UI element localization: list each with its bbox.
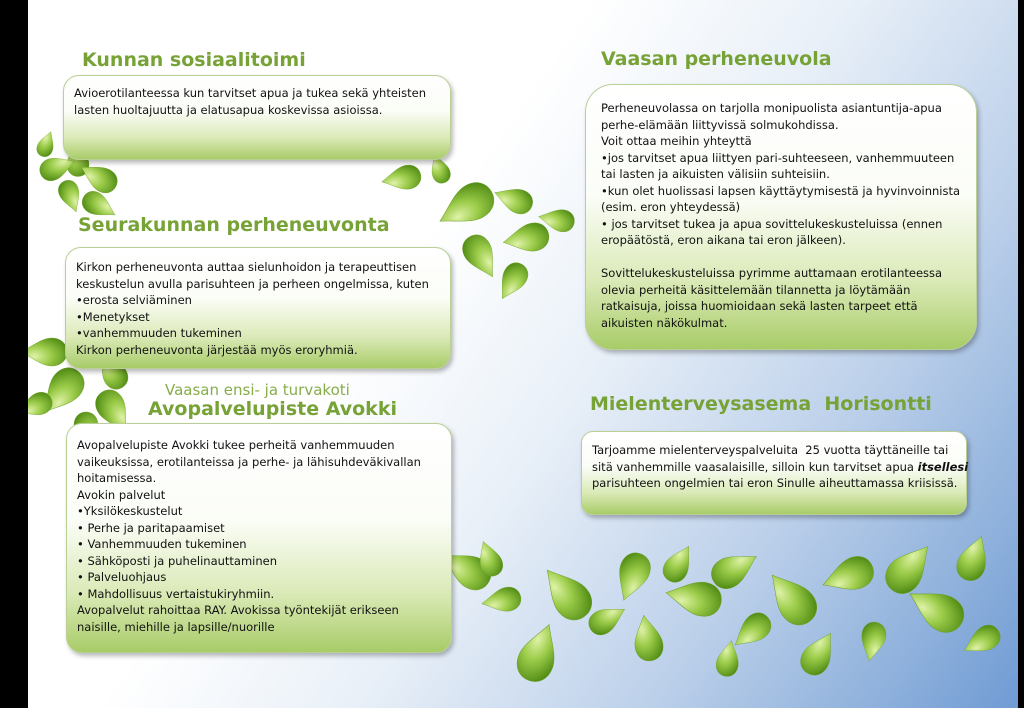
seurakunnan-title: Seurakunnan perheneuvonta (78, 214, 390, 236)
kunnan-box (63, 75, 451, 160)
leaf-icon (817, 552, 878, 600)
text-line: Avopalvelut rahoittaa RAY. Avokissa työntekijät erikseen (77, 603, 399, 617)
text-line: •jos tarvitset apua liittyen pari-suhteeseen, vanhemmuuteen (601, 150, 955, 165)
leaf-icon (457, 230, 504, 284)
horisontti-box (581, 431, 967, 515)
leaf-icon (533, 559, 599, 628)
text-line: perhe-elämään liittyvissä solmukohdissa. (601, 117, 839, 132)
text-line: Kirkon perheneuvonta järjestää myös eroryhmiä. (76, 342, 358, 357)
text-line: vaikeuksissa, erotilanteissa ja perhe- ja lähisuhdeväkivallan (77, 454, 421, 469)
leaf-icon (491, 181, 536, 217)
text-line: Voit ottaa meihin yhteyttä (601, 134, 752, 148)
text-line: keskustelun avulla parisuhteen ja perheen ongelmissa, kuten (76, 276, 429, 291)
leaf-icon (953, 532, 995, 585)
text-line: • Vanhemmuuden tukeminen (77, 537, 247, 551)
text-line: eropäätöstä, eron aikana tai eron jälkeen). (601, 233, 846, 247)
avokki-subtitle: Vaasan ensi- ja turvakoti (165, 381, 350, 399)
emphasis-text: itsellesi (917, 459, 969, 474)
leaf-icon (659, 540, 700, 586)
text-line: aikuisten näkökulmat. (601, 315, 728, 330)
text-line: tai lasten ja aikuisten välisiin suhteisiin. (601, 167, 830, 181)
leaf-icon (431, 176, 500, 237)
paragraph-gap (601, 249, 961, 266)
text-line: Sovittelukeskusteluissa pyrimme auttamaan erotilanteessa (601, 266, 943, 280)
text-line: Avioerotilanteessa kun tarvitset apua ja tukea sekä yhteisten (74, 86, 426, 100)
avokki-box (66, 423, 452, 653)
perheneuvola-title: Vaasan perheneuvola (601, 48, 832, 70)
leaf-icon (857, 620, 888, 663)
text-line: lasten huoltajuutta ja elatusapua koskevissa asioissa. (74, 102, 383, 117)
text-line: •erosta selviäminen (76, 293, 192, 307)
text-line: hoitamisessa. (77, 471, 157, 485)
leaf-icon (630, 613, 666, 663)
text-line: • Palveluohjaus (77, 570, 167, 584)
avokki-title: Avopalvelupiste Avokki (148, 398, 397, 420)
text-line: • Perhe ja paritapaamiset (77, 520, 225, 535)
text-line: • jos tarvitset tukea ja apua sovittelukeskusteluissa (ennen (601, 216, 943, 231)
text-line (592, 459, 969, 476)
leaf-icon (512, 618, 566, 686)
seurakunnan-box (65, 247, 451, 369)
text-line: •kun olet huolissasi lapsen käyttäytymisestä ja hyvinvoinnista (601, 183, 961, 198)
leaf-icon (480, 585, 523, 616)
horisontti-title: Mielenterveysasema Horisontti (590, 393, 932, 415)
text-span: sitä vanhemmille vaasalaisille, silloin kun tarvitset apua (592, 459, 918, 474)
leaf-icon (492, 258, 533, 304)
leaf-icon (380, 163, 423, 194)
text-line: olevia perheitä käsittelemään tilannetta ja löytämään (601, 282, 911, 297)
leaf-icon (879, 536, 941, 601)
leaf-icon (610, 549, 655, 606)
text-line: Avokin palvelut (77, 487, 166, 502)
text-line: naisille, miehille ja lapsille/nuorille (77, 619, 275, 634)
leaf-icon (501, 221, 551, 257)
kunnan-title: Kunnan sosiaalitoimi (82, 49, 306, 71)
leaf-icon (795, 626, 842, 680)
leaf-icon (55, 177, 85, 215)
text-line: (esim. eron yhteydessä) (601, 200, 741, 214)
text-line: • Mahdollisuus vertaistukiryhmiin. (77, 586, 275, 601)
perheneuvola-box (585, 84, 977, 350)
text-line: •Menetykset (76, 309, 150, 324)
leaf-icon (958, 621, 1004, 662)
text-line: parisuhteen ongelmien tai eron Sinulle aiheuttamassa kriisissä. (592, 476, 958, 490)
text-line: ratkaisuja, joissa huomioidaan sekä lasten tarpeet että (601, 299, 918, 313)
text-line: •vanhemmuuden tukeminen (76, 326, 242, 340)
text-line: • Sähköposti ja puhelinauttaminen (77, 553, 278, 568)
text-line: Avopalvelupiste Avokki tukee perheitä vanhemmuuden (77, 438, 395, 452)
leaf-icon (28, 338, 67, 366)
text-line: Kirkon perheneuvonta auttaa sielunhoidon ja terapeuttisen (76, 260, 417, 274)
text-line: •Yksilökeskustelut (77, 504, 183, 518)
text-line: Tarjoamme mielenterveyspalveluita 25 vuotta täyttäneille tai (592, 443, 949, 457)
brochure-page (28, 0, 1018, 708)
leaf-icon (34, 129, 58, 159)
text-line: Perheneuvolassa on tarjolla monipuolista asiantuntija-apua (601, 101, 942, 115)
